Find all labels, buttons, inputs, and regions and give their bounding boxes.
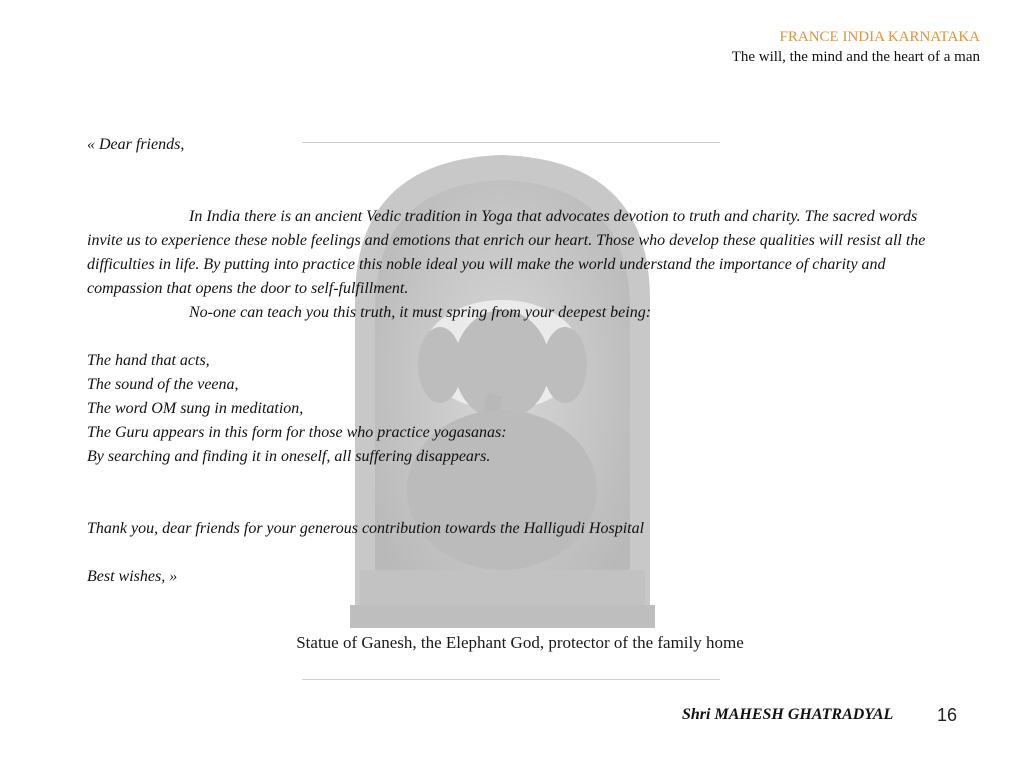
letter-thanks: Thank you, dear friends for your generous contribution towards the Halligudi Hospital	[87, 520, 645, 537]
bottom-divider	[302, 679, 720, 680]
signature: Shri MAHESH GHATRADYAL	[682, 706, 894, 723]
verse-line: The sound of the veena,	[87, 376, 239, 393]
organization-name: FRANCE INDIA KARNATAKA	[779, 29, 980, 45]
letter-paragraph-1: In India there is an ancient Vedic tradition in Yoga that advocates devotion to truth and charity. The sacred words invite us to experience these noble feelings and emotions that enrich our heart. Those who develop these qualities will resist all the difficulties in life. By putting into practice this noble ideal you will make the world understand the importance of charity and compassion that opens the door to self-fulfillment.	[87, 208, 926, 297]
page-number: 16	[937, 705, 958, 725]
verse-line: The word OM sung in meditation,	[87, 400, 304, 417]
verse-line: By searching and finding it in oneself, all suffering disappears.	[87, 448, 491, 465]
page-header	[732, 27, 980, 67]
statue-caption: Statue of Ganesh, the Elephant God, protector of the family home	[296, 633, 744, 652]
verse-line: The hand that acts,	[87, 352, 210, 369]
letter-greeting: « Dear friends,	[87, 136, 185, 153]
letter-body	[87, 133, 949, 589]
letter-paragraph-2: No-one can teach you this truth, it must spring from your deepest being:	[189, 304, 652, 321]
header-tagline: The will, the mind and the heart of a man	[731, 49, 980, 65]
letter-closing: Best wishes, »	[87, 568, 178, 585]
verse-line: The Guru appears in this form for those who practice yogasanas:	[87, 424, 507, 441]
